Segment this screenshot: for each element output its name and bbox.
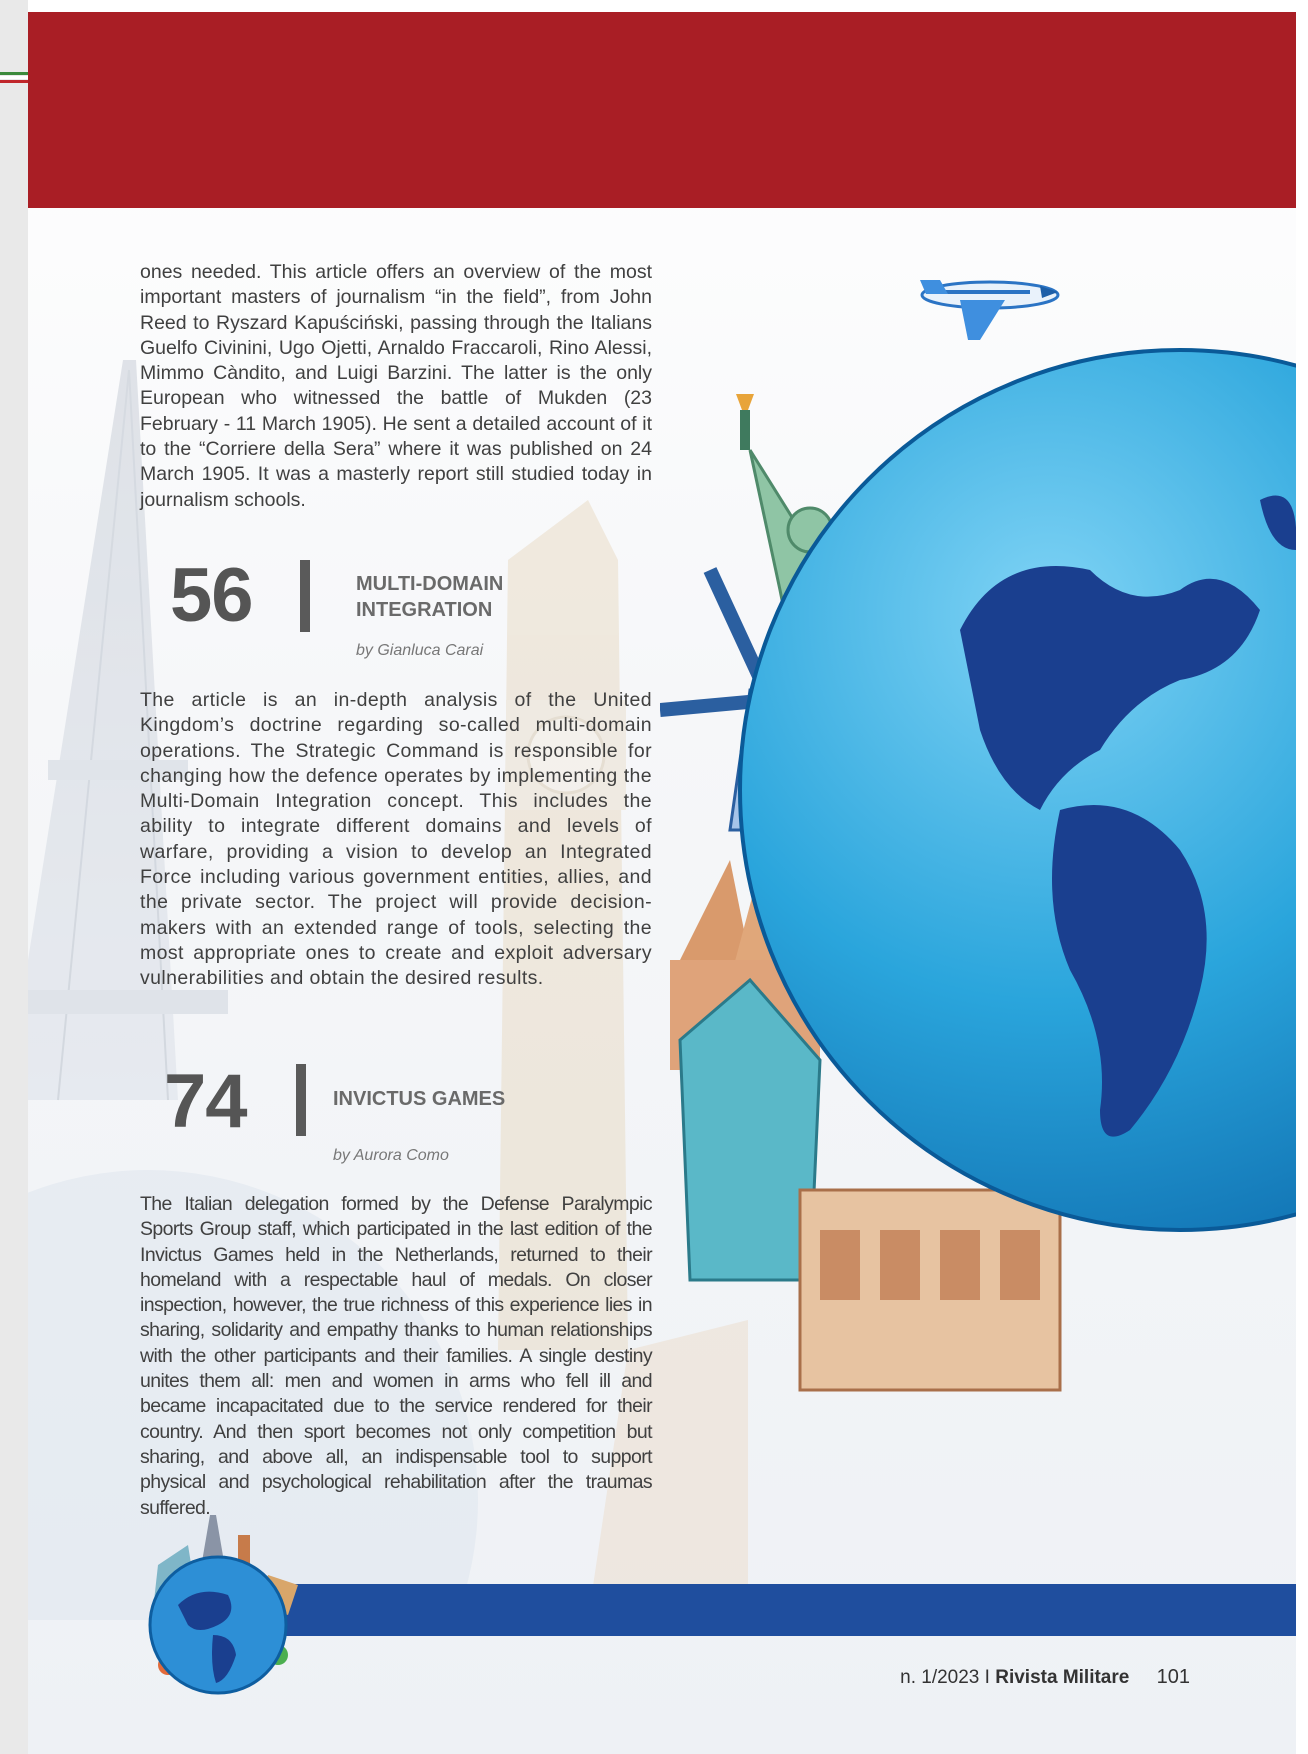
flag-stripe-green (0, 72, 28, 75)
header-banner (28, 12, 1296, 208)
flag-stripe-white (0, 76, 28, 79)
article-page-number: 56 (170, 553, 253, 638)
article-summary-text: The article is an in-depth analysis of the United Kingdom’s doctrine regarding so-called multi-domain operations. The Strategic Command is responsible for changing how the defence operates by implementing the Multi-Domain Integration concept. This includes the ability to integrate different domains and levels of warfare, providing a vision to develop an Integrated Force including various government entities, allies, and the private sector. The project will provide decision-makers with an extended range of tools, selecting the most appropriate ones to create and exploit adversary vulnerabilities and obtain the desired results. (140, 689, 652, 990)
intro-text: ones needed. This article offers an overview of the most important masters of journalism “in the field”, from John Reed to Ryszard Kapuściński, passing through the Italians Guelfo Civinini, Ugo Ojetti, Arnaldo Fraccaroli, Rino Alessi, Mimmo Càndito, and Luigi Barzini. The latter is the only European who witnessed the battle of Mukden (23 February - 11 March 1905). He sent a detailed account of it to the “Corriere della Sera” where it was published on 24 March 1905. It was a masterly report still studied today in journalism schools. (140, 261, 652, 511)
article-byline: by Aurora Como (333, 1147, 449, 1164)
footer-separator: I (984, 1667, 990, 1688)
airplane-icon (920, 280, 1058, 340)
colosseum-icon (800, 1190, 1060, 1390)
article-summary (140, 688, 652, 992)
article-byline: by Gianluca Carai (356, 642, 484, 659)
intro-paragraph (140, 260, 652, 513)
page-footer (900, 1666, 1190, 1689)
page-binding-edge (0, 0, 28, 1754)
issue-number: n. 1/2023 (900, 1667, 980, 1688)
article-summary (140, 1192, 652, 1521)
separator-bar (300, 560, 310, 632)
article-title (356, 571, 503, 623)
globe-landmarks-illustration (660, 250, 1296, 1430)
flag-stripe-red (0, 80, 28, 83)
magazine-name: Rivista Militare (995, 1667, 1130, 1688)
article-title-line: INTEGRATION (356, 599, 493, 621)
article-title: INVICTUS GAMES (333, 1088, 506, 1110)
page-number: 101 (1156, 1666, 1190, 1688)
small-globe-illustration (118, 1505, 318, 1705)
article-title-line: MULTI-DOMAIN (356, 573, 504, 595)
separator-bar (296, 1064, 306, 1136)
globe-icon (740, 350, 1296, 1230)
article-page-number: 74 (164, 1059, 247, 1144)
article-summary-text: The Italian delegation formed by the Defense Paralympic Sports Group staff, which participated in the last edition of the Invictus Games held in the Netherlands, returned to their homeland with a respectable haul of medals. On closer inspection, however, the true richness of this experience lies in sharing, solidarity and empathy thanks to human relationships with the other participants and their families. A single destiny unites them all: men and women in arms who fell ill and became incapacitated due to the service rendered for their country. And then sport becomes not only competition but sharing, and above all, an indispensable tool to support physical and psychological rehabilitation after the traumas suffered. (140, 1193, 652, 1519)
footer-blue-bar (190, 1584, 1296, 1636)
